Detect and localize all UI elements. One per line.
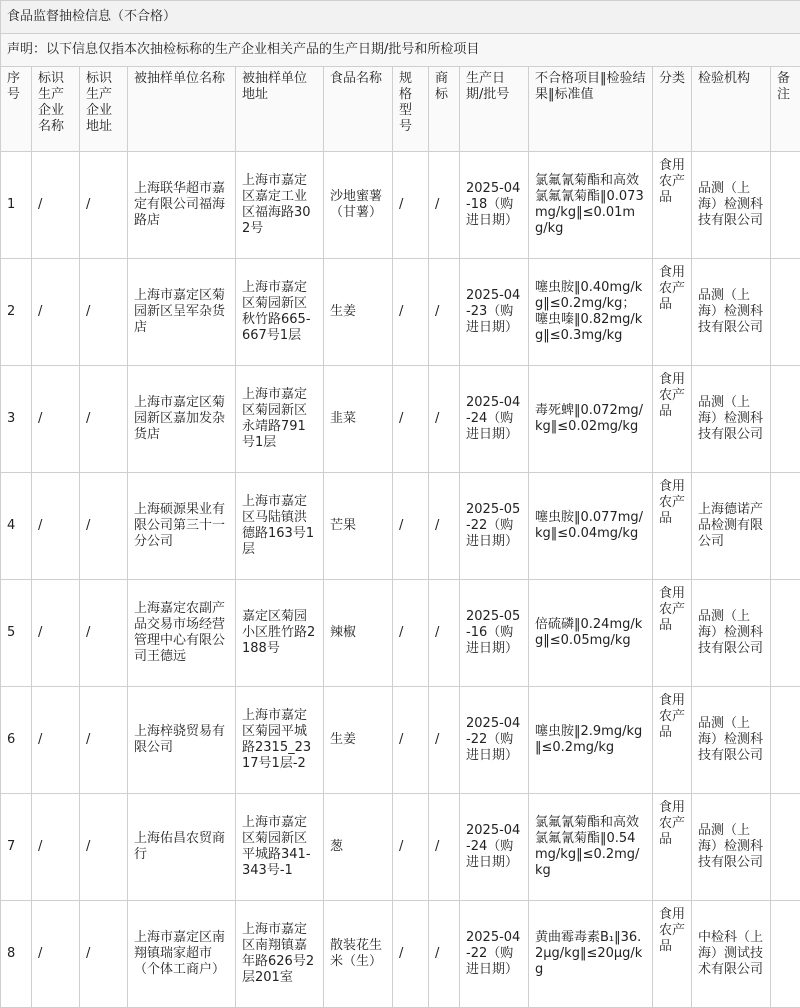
cell-manufacturer-name: / [32, 901, 80, 1008]
cell-serial-no: 7 [1, 794, 32, 901]
cell-category: 食用农产品 [653, 473, 692, 580]
cell-brand: / [429, 580, 460, 687]
cell-production-date: 2025-04-18（购进日期） [460, 152, 529, 259]
cell-spec-model: / [393, 259, 429, 366]
cell-production-date: 2025-04-22（购进日期） [460, 687, 529, 794]
cell-sampled-unit-name: 上海嘉定农副产品交易市场经营管理中心有限公司王德远 [128, 580, 236, 687]
cell-serial-no: 1 [1, 152, 32, 259]
cell-remark [771, 580, 800, 687]
page-title: 食品监督抽检信息（不合格） [1, 1, 800, 34]
header-production-date: 生产日期/批号 [460, 67, 529, 152]
header-manufacturer-name: 标识生产企业名称 [32, 67, 80, 152]
cell-manufacturer-address: / [80, 152, 128, 259]
table-row [1, 687, 800, 794]
cell-inspection-agency: 中检科（上海）测试技术有限公司 [692, 901, 771, 1008]
cell-inspection-agency: 品测（上海）检测科技有限公司 [692, 687, 771, 794]
cell-manufacturer-name: / [32, 152, 80, 259]
cell-sampled-unit-address: 上海市嘉定区嘉定工业区福海路302号 [236, 152, 324, 259]
cell-failed-item-result: 氯氟氰菊酯和高效氯氟氰菊酯‖0.073mg/kg‖≤0.01mg/kg [529, 152, 653, 259]
cell-sampled-unit-address: 上海市嘉定区菊园新区秋竹路665-667号1层 [236, 259, 324, 366]
cell-production-date: 2025-04-22（购进日期） [460, 901, 529, 1008]
disclaimer-notice: 声明：以下信息仅指本次抽检标称的生产企业相关产品的生产日期/批号和所检项目 [1, 34, 800, 67]
cell-manufacturer-address: / [80, 687, 128, 794]
cell-manufacturer-address: / [80, 901, 128, 1008]
cell-production-date: 2025-04-24（购进日期） [460, 794, 529, 901]
cell-sampled-unit-address: 上海市嘉定区马陆镇洪德路163号1层 [236, 473, 324, 580]
cell-spec-model: / [393, 580, 429, 687]
header-spec-model: 规格型号 [393, 67, 429, 152]
cell-remark [771, 473, 800, 580]
cell-inspection-agency: 品测（上海）检测科技有限公司 [692, 366, 771, 473]
cell-sampled-unit-address: 嘉定区菊园小区胜竹路2188号 [236, 580, 324, 687]
cell-category: 食用农产品 [653, 687, 692, 794]
cell-production-date: 2025-05-22（购进日期） [460, 473, 529, 580]
cell-spec-model: / [393, 366, 429, 473]
cell-sampled-unit-name: 上海市嘉定区菊园新区呈军杂货店 [128, 259, 236, 366]
cell-production-date: 2025-04-23（购进日期） [460, 259, 529, 366]
cell-spec-model: / [393, 901, 429, 1008]
cell-remark [771, 687, 800, 794]
cell-remark [771, 259, 800, 366]
cell-manufacturer-address: / [80, 473, 128, 580]
cell-spec-model: / [393, 794, 429, 901]
cell-category: 食用农产品 [653, 259, 692, 366]
cell-inspection-agency: 上海德诺产品检测有限公司 [692, 473, 771, 580]
cell-serial-no: 5 [1, 580, 32, 687]
cell-spec-model: / [393, 473, 429, 580]
cell-manufacturer-name: / [32, 473, 80, 580]
cell-remark [771, 794, 800, 901]
header-row [1, 67, 800, 152]
notice-row [1, 34, 800, 67]
header-inspection-agency: 检验机构 [692, 67, 771, 152]
table-row [1, 794, 800, 901]
cell-failed-item-result: 黄曲霉毒素B₁‖36.2μg/kg‖≤20μg/kg [529, 901, 653, 1008]
table-row [1, 901, 800, 1008]
cell-sampled-unit-name: 上海梓骁贸易有限公司 [128, 687, 236, 794]
cell-sampled-unit-address: 上海市嘉定区菊园平城路2315_2317号1层-2 [236, 687, 324, 794]
cell-sampled-unit-name: 上海市嘉定区南翔镇瑞家超市（个体工商户） [128, 901, 236, 1008]
table-row [1, 473, 800, 580]
header-remark: 备注 [771, 67, 800, 152]
cell-manufacturer-address: / [80, 259, 128, 366]
cell-inspection-agency: 品测（上海）检测科技有限公司 [692, 259, 771, 366]
header-food-name: 食品名称 [324, 67, 393, 152]
cell-food-name: 沙地蜜薯（甘薯） [324, 152, 393, 259]
cell-manufacturer-name: / [32, 794, 80, 901]
cell-manufacturer-name: / [32, 259, 80, 366]
cell-food-name: 散装花生米（生） [324, 901, 393, 1008]
cell-inspection-agency: 品测（上海）检测科技有限公司 [692, 580, 771, 687]
cell-serial-no: 3 [1, 366, 32, 473]
cell-failed-item-result: 噻虫胺‖0.077mg/kg‖≤0.04mg/kg [529, 473, 653, 580]
cell-manufacturer-address: / [80, 366, 128, 473]
cell-sampled-unit-address: 上海市嘉定区菊园新区永靖路791号1层 [236, 366, 324, 473]
title-row [1, 1, 800, 34]
header-manufacturer-address: 标识生产企业地址 [80, 67, 128, 152]
cell-food-name: 生姜 [324, 687, 393, 794]
cell-production-date: 2025-05-16（购进日期） [460, 580, 529, 687]
cell-spec-model: / [393, 152, 429, 259]
cell-inspection-agency: 品测（上海）检测科技有限公司 [692, 152, 771, 259]
cell-sampled-unit-name: 上海联华超市嘉定有限公司福海路店 [128, 152, 236, 259]
header-sampled-unit-name: 被抽样单位名称 [128, 67, 236, 152]
cell-food-name: 芒果 [324, 473, 393, 580]
cell-food-name: 葱 [324, 794, 393, 901]
cell-category: 食用农产品 [653, 152, 692, 259]
cell-food-name: 生姜 [324, 259, 393, 366]
cell-spec-model: / [393, 687, 429, 794]
table-body [1, 1, 800, 1008]
cell-sampled-unit-address: 上海市嘉定区菊园新区平城路341-343号-1 [236, 794, 324, 901]
cell-serial-no: 8 [1, 901, 32, 1008]
header-failed-item-result: 不合格项目‖检验结果‖标准值 [529, 67, 653, 152]
header-brand: 商标 [429, 67, 460, 152]
cell-sampled-unit-address: 上海市嘉定区南翔镇嘉年路626号2层201室 [236, 901, 324, 1008]
cell-manufacturer-name: / [32, 687, 80, 794]
cell-sampled-unit-name: 上海硕源果业有限公司第三十一分公司 [128, 473, 236, 580]
header-category: 分类 [653, 67, 692, 152]
cell-failed-item-result: 噻虫胺‖2.9mg/kg‖≤0.2mg/kg [529, 687, 653, 794]
cell-brand: / [429, 687, 460, 794]
cell-brand: / [429, 794, 460, 901]
cell-category: 食用农产品 [653, 580, 692, 687]
cell-failed-item-result: 噻虫胺‖0.40mg/kg‖≤0.2mg/kg；噻虫嗪‖0.82mg/kg‖≤0.3mg/kg [529, 259, 653, 366]
cell-manufacturer-name: / [32, 366, 80, 473]
cell-failed-item-result: 倍硫磷‖0.24mg/kg‖≤0.05mg/kg [529, 580, 653, 687]
cell-production-date: 2025-04-24（购进日期） [460, 366, 529, 473]
cell-brand: / [429, 901, 460, 1008]
cell-manufacturer-name: / [32, 580, 80, 687]
cell-remark [771, 152, 800, 259]
cell-brand: / [429, 366, 460, 473]
header-serial-no: 序号 [1, 67, 32, 152]
cell-serial-no: 4 [1, 473, 32, 580]
cell-failed-item-result: 毒死蜱‖0.072mg/kg‖≤0.02mg/kg [529, 366, 653, 473]
header-sampled-unit-address: 被抽样单位地址 [236, 67, 324, 152]
cell-inspection-agency: 品测（上海）检测科技有限公司 [692, 794, 771, 901]
cell-category: 食用农产品 [653, 794, 692, 901]
cell-category: 食用农产品 [653, 366, 692, 473]
cell-failed-item-result: 氯氟氰菊酯和高效氯氟氰菊酯‖0.54mg/kg‖≤0.2mg/kg [529, 794, 653, 901]
cell-category: 食用农产品 [653, 901, 692, 1008]
table-row [1, 259, 800, 366]
cell-food-name: 辣椒 [324, 580, 393, 687]
cell-remark [771, 901, 800, 1008]
cell-serial-no: 2 [1, 259, 32, 366]
cell-sampled-unit-name: 上海佑昌农贸商行 [128, 794, 236, 901]
cell-serial-no: 6 [1, 687, 32, 794]
cell-food-name: 韭菜 [324, 366, 393, 473]
cell-remark [771, 366, 800, 473]
table-row [1, 152, 800, 259]
cell-brand: / [429, 473, 460, 580]
cell-manufacturer-address: / [80, 580, 128, 687]
cell-sampled-unit-name: 上海市嘉定区菊园新区嘉加发杂货店 [128, 366, 236, 473]
cell-brand: / [429, 259, 460, 366]
table-row [1, 366, 800, 473]
cell-manufacturer-address: / [80, 794, 128, 901]
table-row [1, 580, 800, 687]
cell-brand: / [429, 152, 460, 259]
